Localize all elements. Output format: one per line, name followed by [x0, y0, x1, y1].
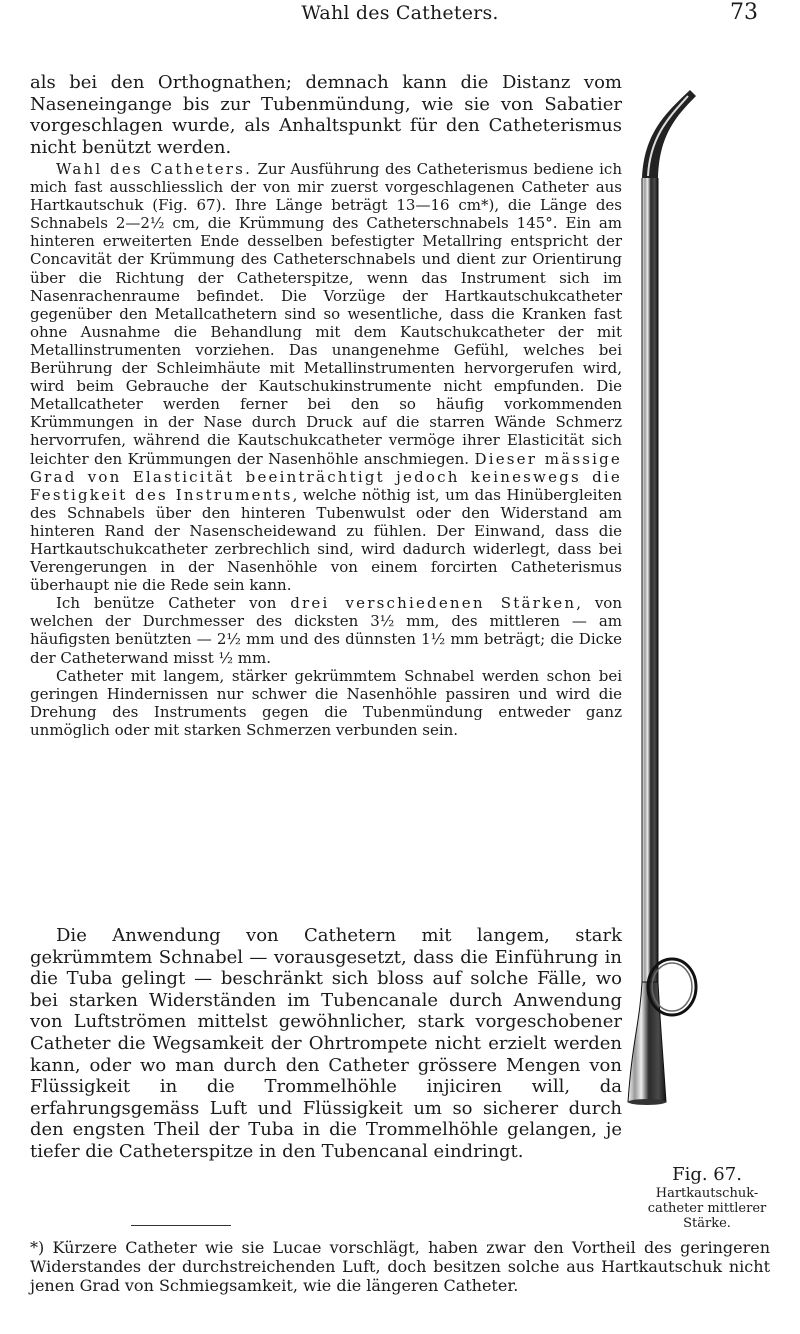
section-small-print — [30, 160, 622, 739]
figure-caption — [622, 1186, 792, 1231]
emphasized-text: Dieser mässige Grad von Elasticität beeinträchtigt jedoch keineswegs die Festigkeit des Instruments — [30, 449, 622, 504]
caption-line: Hartkautschuk- — [655, 1186, 759, 1201]
running-header: Wahl des Catheters. — [301, 2, 499, 24]
caption-line: Stärke. — [683, 1216, 731, 1231]
paragraph-text: Zur Ausführung des Catheterismus bediene ich mich fast ausschliesslich der von mir zuerst vorgeschlagenen Catheter aus Hartkautschuk (Fig. 67). Ihre Länge beträgt 13—16 cm*), die Länge des Schnabels 2—2½ cm, die Krümmung des Catheterschnabels 145°. Ein am hinteren erweiterten Ende desselben befestigter Metallring entspricht der Concavität der Krümmung des Catheterschnabels und dient zur Orientirung über die Richtung der Catheterspitze, wenn das Instrument sich im Nasenrachenraume befindet. Die Vorzüge der Hartkautschukcatheter gegenüber den Metallcathetern sind so wesentliche, dass die Kranken fast ohne Ausnahme die Behandlung mit dem Kautschukcatheter der mit Metallinstrumenten vorziehen. Das unangenehme Gefühl, welches bei Berührung der Schleimhäute mit Metallinstrumenten hervorgerufen wird, wird beim Gebrauche der Kautschukinstrumente nicht empfunden. Die Metallcatheter werden ferner bei den so häufig vorkommenden Krümmungen in der Nase durch Druck auf die starren Wände Schmerz hervorrufen, während die Kautschukcatheter vermöge ihrer Elasticität sich leichter den Krümmungen der Nasenhöhle anschmiegen. — [30, 160, 622, 468]
large-paragraph-text: Die Anwendung von Cathetern mit langem, stark gekrümmtem Schnabel — vorausgesetzt, dass die Einführung in die Tuba gelingt — beschränkt sich bloss auf solche Fälle, wo bei starken Widerständen im Tubencanale durch Anwendung von Luftströmen mittelst gewöhnlicher, stark vorgeschobener Catheter die Wegsamkeit der Ohrtrompete nicht erzielt werden kann, oder wo man durch den Catheter grössere Mengen von Flüssigkeit in die Trommelhöhle injiciren will, da erfahrungsgemäss Luft und Flüssigkeit um so sicherer durch den engsten Theil der Tuba in die Trommelhöhle gelangen, je tiefer die Catheterspitze in den Tubencanal eindringt. — [30, 925, 622, 1162]
catheter-beak — [642, 90, 696, 182]
caption-line: catheter mittlerer — [647, 1201, 767, 1216]
footnote: *) Kürzere Catheter wie sie Lucae vorschlägt, haben zwar den Vortheil des geringeren Widerstandes der durchstreichenden Luft, doch besitzen solche aus Hartkautschuk nicht jenen Grad von Schmiegsamkeit, wie die längeren Catheter. — [30, 1238, 770, 1296]
section-heading: Wahl des Catheters. — [56, 160, 253, 178]
intro-paragraph — [30, 72, 622, 158]
figure-67 — [622, 82, 792, 1232]
catheter-widened-end — [628, 982, 666, 1102]
paragraph-text: , von welchen der Durchmesser des dicksten 3½ mm, des mittleren — am häufigsten benützten — 2½ mm und des dünnsten 1½ mm beträgt; die Dicke der Catheterwand misst ½ mm. — [30, 594, 622, 667]
footnote-divider — [131, 1225, 231, 1226]
large-paragraph — [30, 925, 622, 1163]
figure-label: Fig. 67. — [672, 1164, 742, 1185]
page-number: 73 — [730, 0, 758, 25]
catheter-illustration — [622, 82, 792, 1162]
paragraph-text: Ich benütze Catheter von — [56, 594, 291, 613]
intro-text: als bei den Orthognathen; demnach kann die Distanz vom Naseneingange bis zur Tubenmündung, wie sie von Sabatier vorgeschlagen wurde, als Anhaltspunkt für den Catheterismus nicht benützt werden. — [30, 72, 622, 158]
paragraph-long-beak: Catheter mit langem, stärker gekrümmtem Schnabel werden schon bei geringen Hindernissen nur schwer die Nasenhöhle passiren und wird die Drehung des Instruments gegen die Tubenmündung entweder ganz unmöglich oder mit starken Schmerzen verbunden sein. — [30, 666, 622, 739]
paragraph-catheter-choice — [30, 160, 622, 594]
paragraph-text: , welche nöthig ist, um das Hinübergleiten des Schnabels über den hinteren Tubenwulst oder den Widerstand am hinteren Rand der Nasenscheidewand zu fühlen. Der Einwand, dass die Hartkautschukcatheter zerbrechlich sind, wird dadurch widerlegt, dass bei Verengerungen in der Nasenhöhle von einem forcirten Catheterismus überhaupt nie die Rede sein kann. — [30, 485, 622, 595]
paragraph-catheter-sizes — [30, 594, 622, 666]
catheter-shaft — [642, 178, 658, 1098]
emphasized-text: drei verschiedenen Stärken — [290, 594, 577, 613]
